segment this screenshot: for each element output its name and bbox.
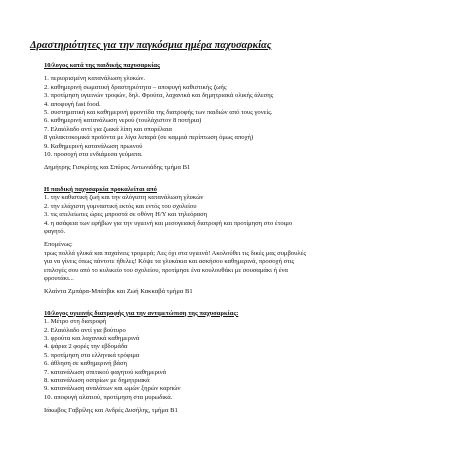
- list-item: 10. προσοχή στα ενδιάμεσα γεύματα.: [44, 151, 143, 159]
- section-3-authors: Ιάκωβος Γαβρίλης και Ανδρές Δυσήλης, τμήμα Β1: [44, 407, 178, 415]
- list-item: 4. ψάρια 2 φορές την εβδομάδα: [44, 343, 128, 351]
- list-item: 3. φρούτα και λαχανικά καθημερινά: [44, 334, 140, 342]
- section-3-list: [44, 318, 444, 402]
- list-item: 5. συστηματική και καθημερινή φροντίδα της διατροφής των παιδιών από τους γονείς.: [44, 109, 273, 117]
- list-item: 8. κατανάλωση οσπρίων με δημητριακά: [44, 377, 150, 384]
- epilogue-label: Επομένως:: [44, 241, 73, 249]
- list-item: 1. Μέτρο στη διατροφή: [44, 318, 107, 326]
- paragraph-line: για να γίνεις όπως πάντοτε ήθελες! Κόψε τα γλυκάκια και ασκήσου καθημερινά, προσοχή στις: [44, 258, 295, 266]
- epilogue-paragraph: [44, 250, 444, 284]
- section-1-authors: Δημήτρης Γισκρίτης και Σπύρος Αντωνιάδης τμήμα Β1: [44, 164, 191, 172]
- list-item: 8 γαλακτοκομικά προϊόντα με λίγα λιπαρά (σε καμμιά περίπτωση όμως αποχή): [44, 134, 254, 142]
- list-item: 7. Ελαιόλαδο αντί για ζωικά λίπη και σπορέλαια: [44, 125, 172, 133]
- list-item: 2. καθημερινή σωματική δραστηριότητα – αποφυγή καθιστικής ζωής: [44, 83, 227, 91]
- list-item: 4. η ασάφεια των εφήβων για την υγιεινή και μεσογειακή διατροφή και προτίμηση στο έτοιμο: [44, 219, 293, 227]
- list-item: 9. Καθημερινή κατανάλωση πρωινού: [44, 142, 143, 150]
- document-body: [44, 62, 444, 416]
- list-item: 1. την καθιστική ζωή και την αλόγιστη κατανάλωση γλυκών: [44, 194, 204, 202]
- list-item: 3. προτίμηση υγιεινών τροφών, δηλ. Φρούτα, λαχανικά και δημητριακά ολικής άλεσης: [44, 92, 274, 100]
- list-item: 6. άθληση σε καθημερινή βάση: [44, 360, 128, 368]
- list-item: 10. αποφυγή αλατιού, προτίμηση στα μυρωδικά.: [44, 393, 173, 401]
- paragraph-line: τρως πολλά γλυκά και παχαίνεις τρομερά; Λες όχι στα υγιεινά! Ακολούθει τις δικές μας συμβουλές: [44, 249, 306, 257]
- list-item: 7. κατανάλωση σπιτικού φαγητού καθημερινά: [44, 368, 167, 376]
- list-item: 3. τις ατελείωτες ώρες μπροστά σε οθόνη Η/Υ και τηλεόραση: [44, 211, 208, 219]
- section-2-list: [44, 194, 444, 236]
- document-title: Δραστηριότητες για την παγκόσμια ημέρα παχυσαρκίας: [30, 40, 272, 51]
- section-3-heading: 10/λογος υγιεινής διατροφής για την αντιμετώπιση της παχυσαρκίας:: [44, 309, 239, 317]
- paragraph-line: επιλογές σου από το κυλικείο του σχολείου, προτίμησε ένα κουλουθάκι με σουσαμάκι ή ένα: [44, 266, 288, 274]
- section-1-list: [44, 75, 444, 159]
- section-1-heading: 10/λογος κατά της παιδικής παχυσαρκίας: [44, 62, 160, 69]
- list-item: 2. την ελάχιστη γυμναστική εκτός και εντός του σχολείου: [44, 202, 197, 210]
- section-2-heading: Η παιδική παχυσαρκία προκαλείται από: [44, 185, 157, 193]
- paragraph-line: φρουτάκι...: [44, 274, 74, 282]
- section-2-authors: Κλαίντα Ζμπάρα-Μπάτβικ και Ζωή Κακκαβά τμήμα Β1: [44, 288, 193, 296]
- list-item: 2. Ελαιόλαδο αντί για βούτυρο: [44, 326, 126, 334]
- list-item: 4. αποφυγή fast food.: [44, 100, 101, 108]
- list-item: φαγητό.: [44, 227, 66, 235]
- list-item: 1. περιορισμένη κατανάλωση γλυκών.: [44, 75, 145, 83]
- list-item: 6. καθημερινή κατανάλωση νερού (τουλάχιστον 8 ποτήρια): [44, 117, 202, 125]
- list-item: 5. προτίμηση στα ελληνικά τρόφιμα: [44, 351, 140, 359]
- list-item: 9. κατανάλωση αναλάτων και ωμών ξηρών καρπών: [44, 385, 181, 393]
